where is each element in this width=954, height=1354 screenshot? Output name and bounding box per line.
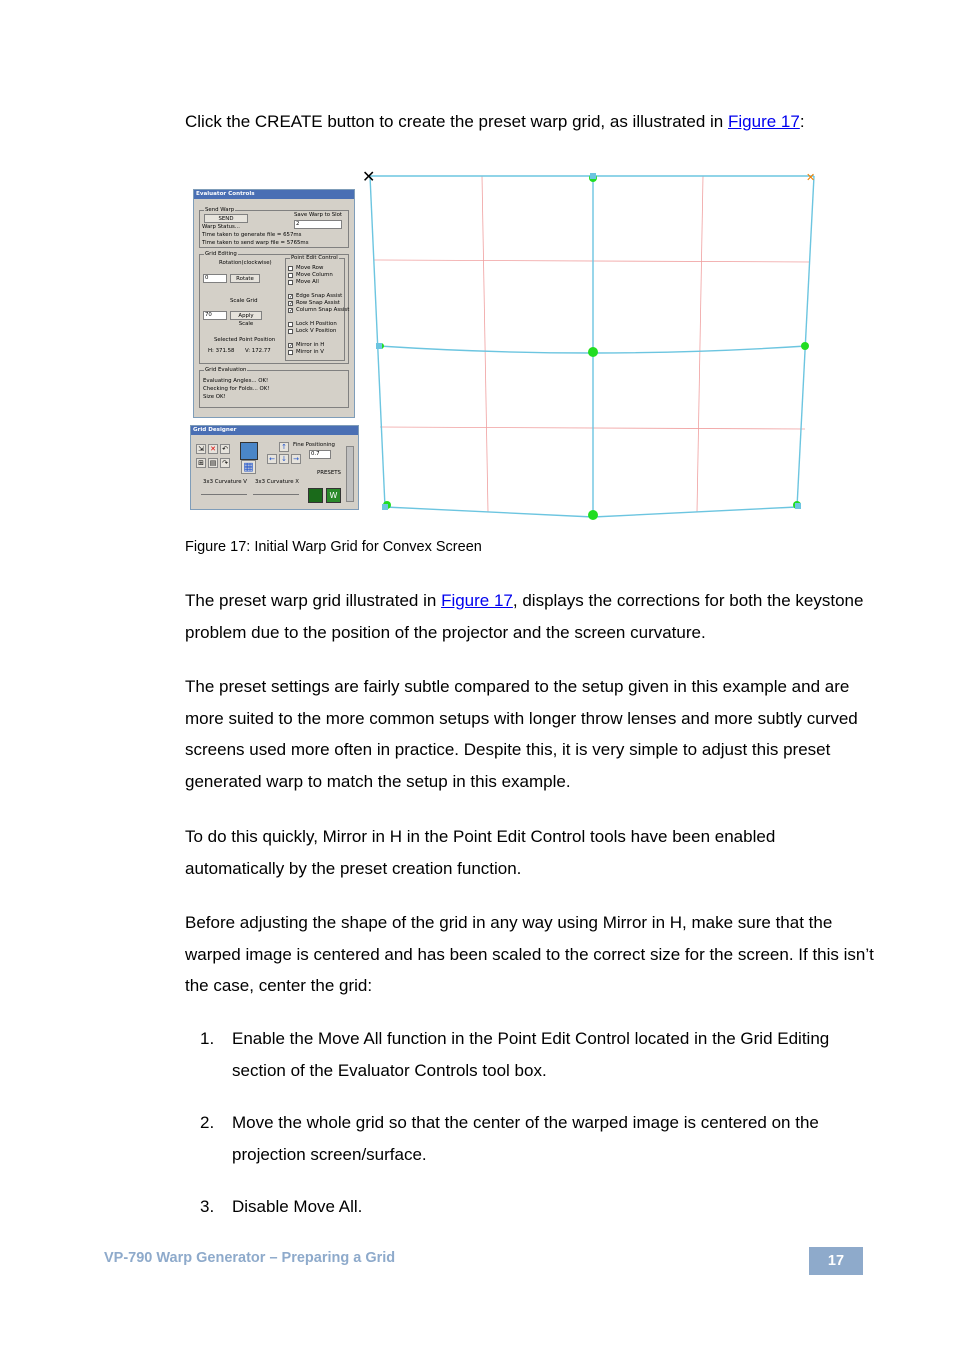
- rotate-button[interactable]: Rotate: [230, 274, 260, 283]
- intro-paragraph: Click the CREATE button to create the preset warp grid, as illustrated in Figure 17:: [185, 112, 805, 131]
- scale-input[interactable]: 70: [203, 311, 227, 320]
- v-position: V: 172.77: [245, 348, 271, 354]
- footer-title: VP-790 Warp Generator – Preparing a Grid: [104, 1250, 396, 1266]
- checkbox[interactable]: ✓: [289, 343, 294, 349]
- rotation-input[interactable]: 0: [203, 274, 227, 283]
- checkbox-label: Column Snap Assist: [296, 307, 350, 313]
- checkbox-label: Lock H Position: [296, 321, 337, 327]
- evaluator-title: Evaluator Controls: [194, 190, 354, 199]
- arrow-left-icon[interactable]: ←: [267, 454, 277, 464]
- fine-grid: [374, 176, 810, 512]
- checkbox-label: Mirror in V: [296, 349, 324, 355]
- grid-evaluation-group: Grid Evaluation: [199, 370, 349, 408]
- preset-w-icon[interactable]: W: [326, 488, 341, 503]
- designer-title: Grid Designer: [191, 426, 358, 435]
- redo-icon[interactable]: ↷: [220, 458, 230, 468]
- figure-link-2[interactable]: Figure 17: [441, 591, 513, 610]
- h-position: H: 371.58: [208, 348, 235, 354]
- figure-link[interactable]: Figure 17: [728, 112, 800, 131]
- intro-text: Click the CREATE button to create the preset warp grid, as illustrated in: [185, 112, 728, 131]
- selected-point-icon[interactable]: ✕: [362, 167, 376, 186]
- checkbox-label: Row Snap Assist: [296, 300, 340, 306]
- checkbox-label: Mirror in H: [296, 342, 325, 348]
- checkbox[interactable]: ✓: [289, 294, 294, 300]
- apply-scale-button[interactable]: Apply Scale: [230, 311, 262, 320]
- handle-squares: [376, 173, 801, 510]
- paragraph-1: The preset warp grid illustrated in Figure 17, displays the corrections for both the keystone problem due to the position of the projector and the screen curvature.: [185, 591, 864, 642]
- paragraph-4: Before adjusting the shape of the grid in any way using Mirror in H, make sure that the warped image is centered and has been scaled to the correct size for the screen. If this isn’t the case, center the grid:: [185, 913, 874, 995]
- arrow-up-icon[interactable]: ↑: [279, 442, 289, 452]
- checkbox-label: Edge Snap Assist: [296, 293, 343, 299]
- insert-icon[interactable]: ⇲: [196, 444, 206, 454]
- paragraph-3: To do this quickly, Mirror in H in the Point Edit Control tools have been enabled automatically by the preset creation function.: [185, 827, 776, 878]
- point-edit-group: Point Edit Control: [285, 258, 345, 361]
- main-grid: [370, 176, 814, 517]
- checkbox-label: Lock V Position: [296, 328, 337, 334]
- close-icon[interactable]: ✕: [208, 444, 218, 454]
- checkbox[interactable]: ✓: [289, 301, 294, 307]
- arrow-down-icon[interactable]: ↓: [279, 454, 289, 464]
- send-warp-group: Send Warp: [199, 210, 349, 248]
- figure-caption: Figure 17: Initial Warp Grid for Convex Screen: [185, 539, 482, 555]
- checkbox-label: Move Row: [296, 265, 324, 271]
- grid-editing-group: Grid Editing: [199, 254, 349, 364]
- checkbox-label: Move All: [296, 279, 319, 285]
- arrow-right-icon[interactable]: →: [291, 454, 301, 464]
- paragraph-2: The preset settings are fairly subtle compared to the setup given in this example and are more suited to the more common setups with longer throw lenses and more subtly curved screens used more often in practice. Despite this, it is very simple to adjust this preset generated warp to match the setup in this example.: [185, 677, 858, 791]
- undo-icon[interactable]: ↶: [220, 444, 230, 454]
- checkbox-label: Move Column: [296, 272, 333, 278]
- corner-point-icon[interactable]: ✕: [806, 171, 816, 184]
- page-number: 17: [809, 1247, 863, 1275]
- checkbox[interactable]: ✓: [289, 308, 294, 314]
- grid-designer-window: Grid Designer ⇲ ✕ ↶ ⊞ ▤ ↷ ▦ ↑ ← ↓ → Fine Positioning 0.7 PRESETS 3x3 Curvature V 3x3 Curvature X W: [190, 425, 359, 510]
- save-icon[interactable]: ▤: [209, 459, 217, 467]
- send-button[interactable]: SEND: [204, 214, 248, 223]
- fine-positioning-select[interactable]: 0.7: [309, 450, 331, 459]
- grid-icon[interactable]: ⊞: [196, 458, 206, 468]
- grid-pattern-icon[interactable]: ▦: [241, 460, 256, 474]
- evaluator-controls-window: Evaluator Controls Send Warp SEND Save Warp to Slot 2 Warp Status... Time taken to generate file = 657ms Time taken to send warp file = 5765ms Grid Editing Rotation(clockwise) 0 Rotate Scale Grid 70 Apply Scale Selected Point Position H: 371.58 V: 172.77 Point Edit Control Grid Evaluation Evaluating Angles... OK! Checking for Folds... OK! Size OK! Move Row Move Column Move All ✓ Edge Snap Assist ✓ Row Snap Assist ✓ Column Snap Assist Lock H Position Lock V Position ✓ Mirror in H Mirror in V: [193, 189, 355, 418]
- save-slot-select[interactable]: 2: [294, 220, 342, 229]
